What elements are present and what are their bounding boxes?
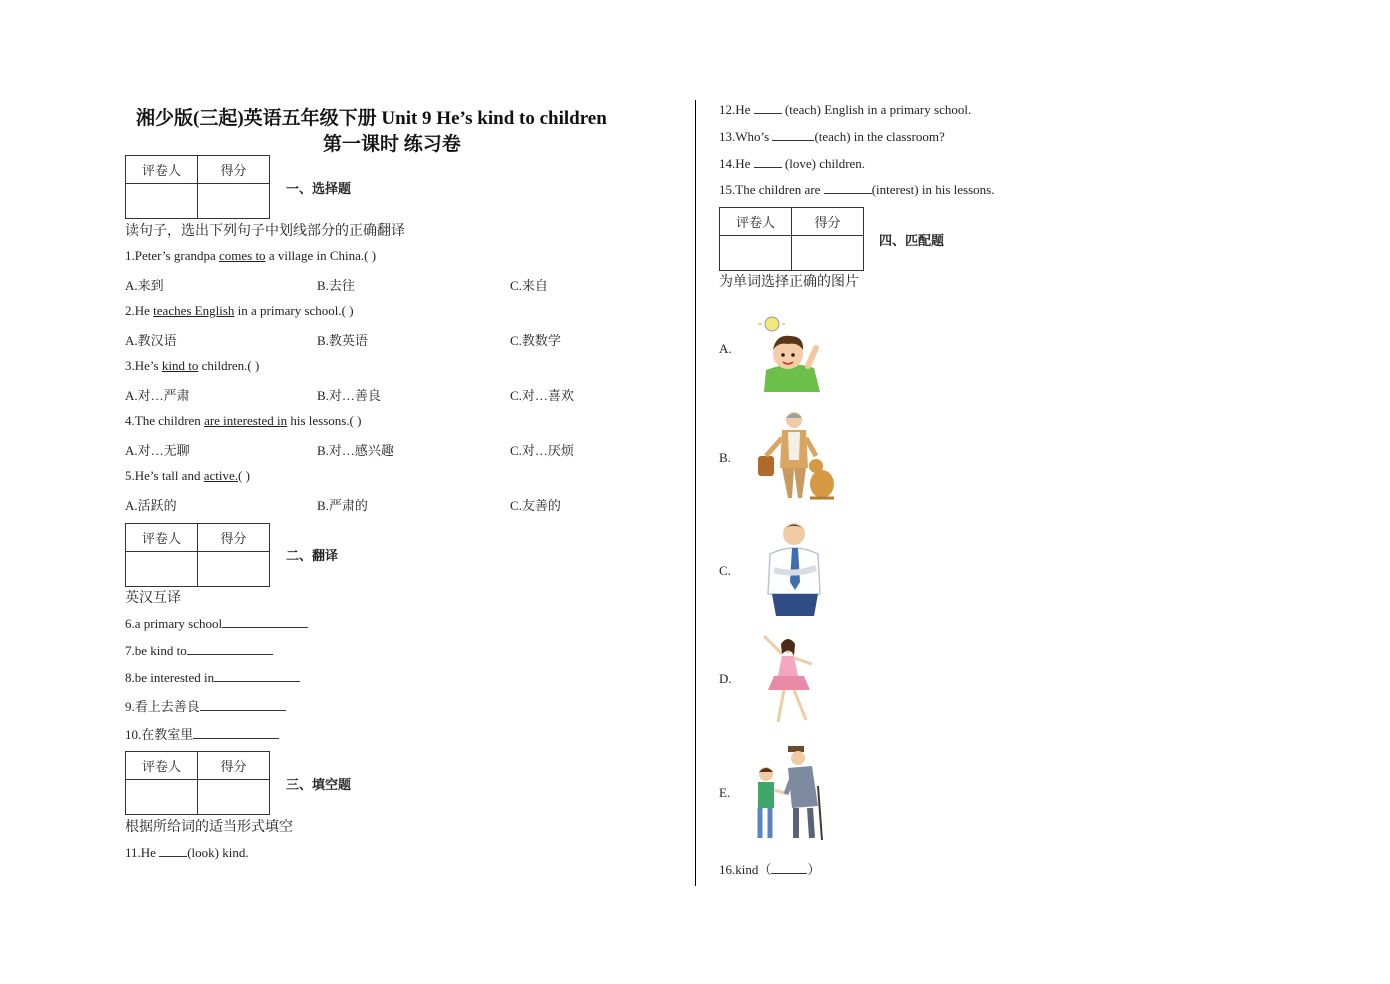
reviewer-label: 评卷人 xyxy=(126,156,198,184)
answer-blank[interactable] xyxy=(187,642,273,655)
option-c[interactable]: C.来自 xyxy=(510,278,548,293)
option-c[interactable]: C.对…厌烦 xyxy=(510,443,574,458)
question-text: 5.He’s tall and active.( ) xyxy=(125,468,250,483)
question-text: 3.He’s kind to children.( ) xyxy=(125,358,260,373)
section-heading: 一、选择题 xyxy=(286,181,352,196)
section-instruction: 读句子，选出下列句子中划线部分的正确翻译 xyxy=(125,224,405,239)
man-tie-picture[interactable] xyxy=(764,520,826,616)
option-a[interactable]: A.来到 xyxy=(125,278,164,293)
option-c[interactable]: C.友善的 xyxy=(510,498,561,513)
answer-blank[interactable] xyxy=(193,726,279,739)
option-a[interactable]: A.对…无聊 xyxy=(125,443,190,458)
score-cell xyxy=(198,780,270,815)
option-label: C. xyxy=(719,563,731,578)
fill-item: 11.He (look) kind. xyxy=(125,845,249,860)
reviewer-cell xyxy=(720,236,792,271)
score-label: 得分 xyxy=(792,208,864,236)
page-title: 湘少版(三起)英语五年级下册 Unit 9 He’s kind to children xyxy=(136,108,607,129)
option-b[interactable]: B.对…善良 xyxy=(317,388,381,403)
column-divider xyxy=(695,100,696,886)
answer-blank[interactable] xyxy=(214,669,300,682)
answer-blank[interactable] xyxy=(772,128,814,141)
page-subtitle: 第一课时 练习卷 xyxy=(323,134,461,155)
option-c[interactable]: C.教数学 xyxy=(510,333,561,348)
score-cell xyxy=(792,236,864,271)
translation-item: 7.be kind to xyxy=(125,642,273,659)
boy-handshake-picture[interactable] xyxy=(752,746,840,842)
fill-item: 14.He (love) children. xyxy=(719,156,866,171)
answer-blank[interactable] xyxy=(222,615,308,628)
section-instruction: 英汉互译 xyxy=(125,591,181,606)
fill-item: 12.He (teach) English in a primary school. xyxy=(719,102,972,117)
question-text: 4.The children are interested in his lessons.( ) xyxy=(125,413,362,428)
score-cell xyxy=(198,184,270,219)
option-label: A. xyxy=(719,341,732,356)
option-a[interactable]: A.对…严肃 xyxy=(125,388,190,403)
answer-blank[interactable] xyxy=(824,181,872,194)
translation-item: 10.在教室里 xyxy=(125,724,279,743)
option-label: D. xyxy=(719,671,732,686)
section-instruction: 为单词选择正确的图片 xyxy=(719,275,859,290)
score-label: 得分 xyxy=(198,752,270,780)
man-dog-picture[interactable] xyxy=(752,410,840,504)
reviewer-label: 评卷人 xyxy=(126,524,198,552)
reviewer-cell xyxy=(126,184,198,219)
answer-blank[interactable] xyxy=(200,698,286,711)
option-a[interactable]: A.活跃的 xyxy=(125,498,177,513)
question-text: 2.He teaches English in a primary school.( ) xyxy=(125,303,354,318)
question-text: 1.Peter’s grandpa comes to a village in China.( ) xyxy=(125,248,377,263)
translation-item: 8.be interested in xyxy=(125,669,300,686)
section-heading: 二、翻译 xyxy=(286,548,339,563)
matching-question: 16.kind（ ） xyxy=(719,862,821,877)
answer-blank[interactable] xyxy=(754,101,782,114)
option-b[interactable]: B.去往 xyxy=(317,278,355,293)
score-table xyxy=(125,523,270,587)
option-c[interactable]: C.对…喜欢 xyxy=(510,388,574,403)
option-label: B. xyxy=(719,450,731,465)
fill-item: 13.Who’s (teach) in the classroom? xyxy=(719,129,945,144)
answer-blank[interactable] xyxy=(754,155,782,168)
score-label: 得分 xyxy=(198,156,270,184)
option-b[interactable]: B.对…感兴趣 xyxy=(317,443,394,458)
option-a[interactable]: A.教汉语 xyxy=(125,333,177,348)
reviewer-cell xyxy=(126,552,198,587)
score-cell xyxy=(198,552,270,587)
option-b[interactable]: B.严肃的 xyxy=(317,498,368,513)
reviewer-cell xyxy=(126,780,198,815)
reviewer-label: 评卷人 xyxy=(720,208,792,236)
score-table xyxy=(719,207,864,271)
answer-blank[interactable] xyxy=(159,844,187,857)
translation-item: 6.a primary school xyxy=(125,615,308,632)
section-heading: 三、填空题 xyxy=(286,777,352,792)
option-b[interactable]: B.教英语 xyxy=(317,333,368,348)
girl-dancing-picture[interactable] xyxy=(760,632,822,726)
score-table xyxy=(125,751,270,815)
boy-idea-picture[interactable] xyxy=(758,314,828,394)
answer-blank[interactable] xyxy=(771,861,807,874)
fill-item: 15.The children are (interest) in his lessons. xyxy=(719,182,995,197)
score-label: 得分 xyxy=(198,524,270,552)
section-instruction: 根据所给词的适当形式填空 xyxy=(125,820,293,835)
translation-item: 9.看上去善良 xyxy=(125,696,286,715)
option-label: E. xyxy=(719,785,731,800)
score-table xyxy=(125,155,270,219)
reviewer-label: 评卷人 xyxy=(126,752,198,780)
section-heading: 四、匹配题 xyxy=(879,233,945,248)
